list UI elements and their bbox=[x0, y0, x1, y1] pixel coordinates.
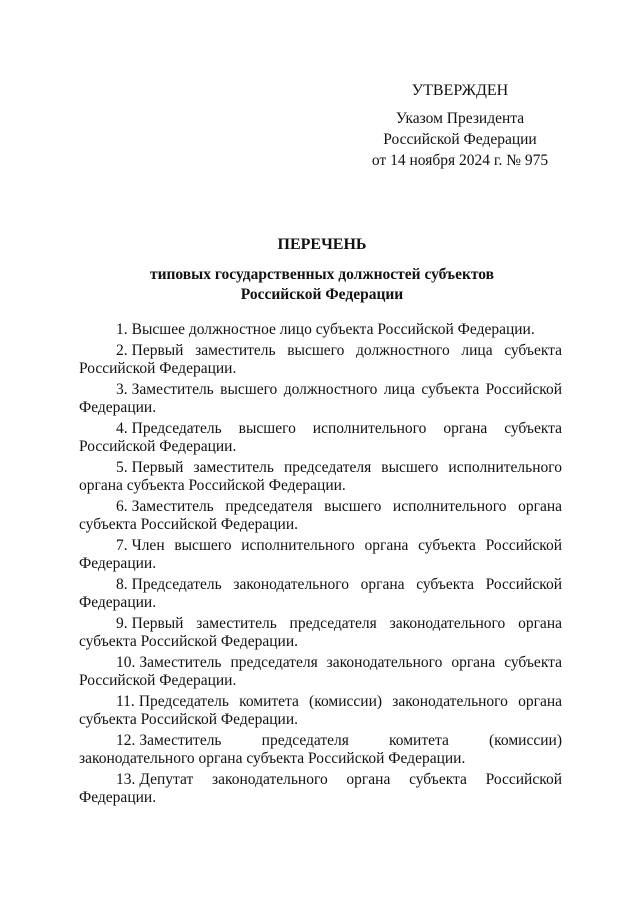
list-item bbox=[79, 732, 562, 768]
list-item-text: Председатель законодательного органа субъекта Российской Федерации. bbox=[79, 576, 562, 611]
list-item bbox=[79, 381, 562, 417]
list-item-number: 1. bbox=[116, 321, 128, 338]
positions-list bbox=[79, 321, 562, 810]
list-item-number: 3. bbox=[116, 381, 128, 398]
list-item-text: Член высшего исполнительного органа субъекта Российской Федерации. bbox=[79, 537, 562, 572]
approval-stamp-text: УТВЕРЖДЕН bbox=[411, 82, 509, 99]
list-item-text: Заместитель председателя высшего исполнительного органа субъекта Российской Федерации. bbox=[79, 498, 562, 533]
list-item-text: Заместитель председателя комитета (комиссии) законодательного органа субъекта Российской Федерации. bbox=[79, 732, 562, 767]
list-item-number: 5. bbox=[116, 459, 128, 476]
document-title-block bbox=[80, 234, 564, 305]
list-item-number: 13. bbox=[116, 771, 136, 788]
document-subtitle-line-2: Российской Федерации bbox=[240, 286, 404, 303]
list-item-number: 10. bbox=[116, 654, 136, 671]
list-item-number: 12. bbox=[116, 732, 136, 749]
list-item-number: 4. bbox=[116, 420, 128, 437]
approval-authority-line: Российской Федерации bbox=[383, 131, 537, 148]
list-item-number: 7. bbox=[116, 537, 128, 554]
list-item-number: 8. bbox=[116, 576, 128, 593]
list-item bbox=[79, 537, 562, 573]
list-item-text: Председатель высшего исполнительного органа субъекта Российской Федерации. bbox=[79, 420, 562, 455]
list-item-number: 9. bbox=[116, 615, 128, 632]
list-item-text: Депутат законодательного органа субъекта Российской Федерации. bbox=[79, 771, 562, 806]
list-item bbox=[79, 771, 562, 807]
list-item bbox=[79, 321, 562, 339]
document-title: ПЕРЕЧЕНЬ bbox=[277, 236, 367, 253]
list-item bbox=[79, 498, 562, 534]
list-item bbox=[79, 459, 562, 495]
list-item-number: 6. bbox=[116, 498, 128, 515]
list-item-text: Первый заместитель высшего должностного лица субъекта Российской Федерации. bbox=[79, 342, 562, 377]
list-item-text: Высшее должностное лицо субъекта Российской Федерации. bbox=[131, 321, 535, 338]
list-item-number: 2. bbox=[116, 342, 128, 359]
list-item-text: Председатель комитета (комиссии) законодательного органа субъекта Российской Федерации. bbox=[79, 693, 562, 728]
approval-date-number-line: от 14 ноября 2024 г. № 975 bbox=[371, 152, 549, 169]
document-subtitle-line-1: типовых государственных должностей субъектов bbox=[149, 266, 495, 283]
approval-block bbox=[360, 80, 560, 171]
approval-decree-line: Указом Президента bbox=[395, 110, 525, 127]
list-item bbox=[79, 420, 562, 456]
list-item-number: 11. bbox=[116, 693, 135, 710]
list-item bbox=[79, 576, 562, 612]
list-item-text: Заместитель председателя законодательного органа субъекта Российской Федерации. bbox=[79, 654, 562, 689]
list-item bbox=[79, 693, 562, 729]
list-item-text: Заместитель высшего должностного лица субъекта Российской Федерации. bbox=[79, 381, 562, 416]
list-item bbox=[79, 342, 562, 378]
list-item bbox=[79, 654, 562, 690]
list-item bbox=[79, 615, 562, 651]
list-item-text: Первый заместитель председателя законодательного органа субъекта Российской Федерации. bbox=[79, 615, 562, 650]
list-item-text: Первый заместитель председателя высшего исполнительного органа субъекта Российской Федерации. bbox=[79, 459, 562, 494]
